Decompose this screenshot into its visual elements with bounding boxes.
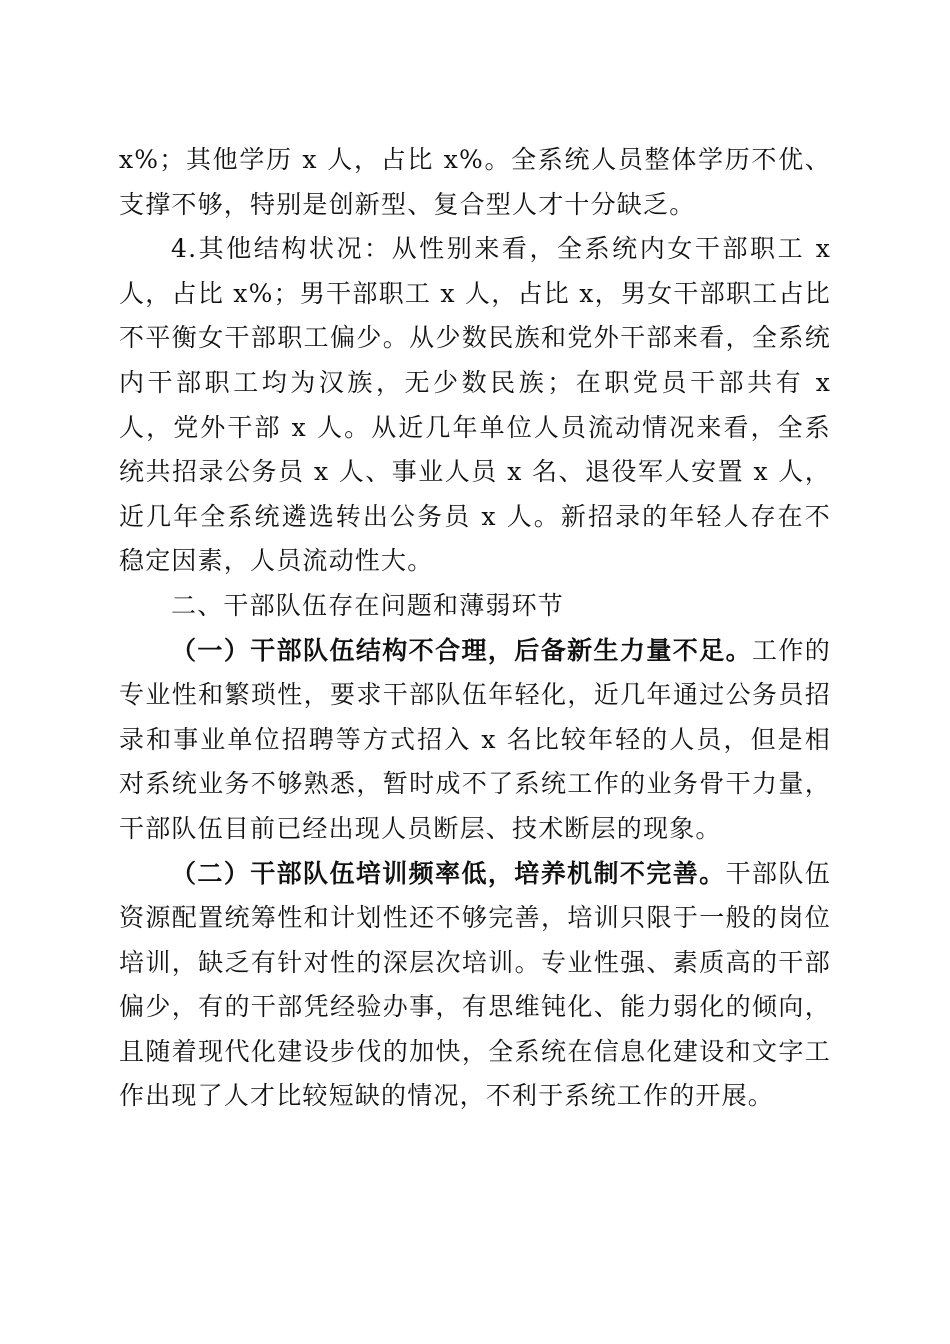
problem-text: 干部队伍资源配置统筹性和计划性还不够完善，培训只限于一般的岗位培训，缺乏有针对性的深层次培训。专业性强、素质高的干部偏少，有的干部凭经验办事，有思维钝化、能力弱化的倾向，且随着现代化建设步伐的加快，全系统在信息化建设和文字工作出现了人才比较短缺的情况，不利于系统工作的开展。 bbox=[119, 858, 832, 1111]
problem-paragraph-1 bbox=[119, 629, 831, 852]
problem-subtitle: （二）干部队伍培训频率低，培养机制不完善。 bbox=[171, 858, 726, 888]
section-heading: 二、干部队伍存在问题和薄弱环节 bbox=[171, 590, 565, 620]
paragraph-text: x%；其他学历 x 人，占比 x%。全系统人员整体学历不优、支撑不够，特别是创新型、复合型人才十分缺乏。 bbox=[119, 145, 831, 219]
problem-subtitle: （一）干部队伍结构不合理，后备新生力量不足。 bbox=[171, 635, 752, 665]
paragraph-text: 4.其他结构状况：从性别来看，全系统内女干部职工 x 人，占比 x%；男干部职工 x 人，占比 x，男女干部职工占比不平衡女干部职工偏少。从少数民族和党外干部来看，全系统内干部职工均为汉族，无少数民族；在职党员干部共有 x 人，党外干部 x 人。从近几年单位人员流动情况来看，全系统共招录公务员 x 人、事业人员 x 名、退役军人安置 x 人，近几年全系统遴选转出公务员 x 人。新招录的年轻人存在不稳定因素，人员流动性大。 bbox=[119, 234, 831, 576]
problem-text: 工作的专业性和繁琐性，要求干部队伍年轻化，近几年通过公务员招录和事业单位招聘等方式招入 x 名比较年轻的人员，但是相对系统业务不够熟悉，暂时成不了系统工作的业务骨干力量，干部队伍目前已经出现人员断层、技术断层的现象。 bbox=[119, 635, 832, 843]
document-body bbox=[119, 138, 831, 1119]
paragraph-other-structure bbox=[119, 227, 831, 584]
paragraph-education-continuation bbox=[119, 138, 831, 227]
problem-paragraph-2 bbox=[119, 852, 831, 1120]
